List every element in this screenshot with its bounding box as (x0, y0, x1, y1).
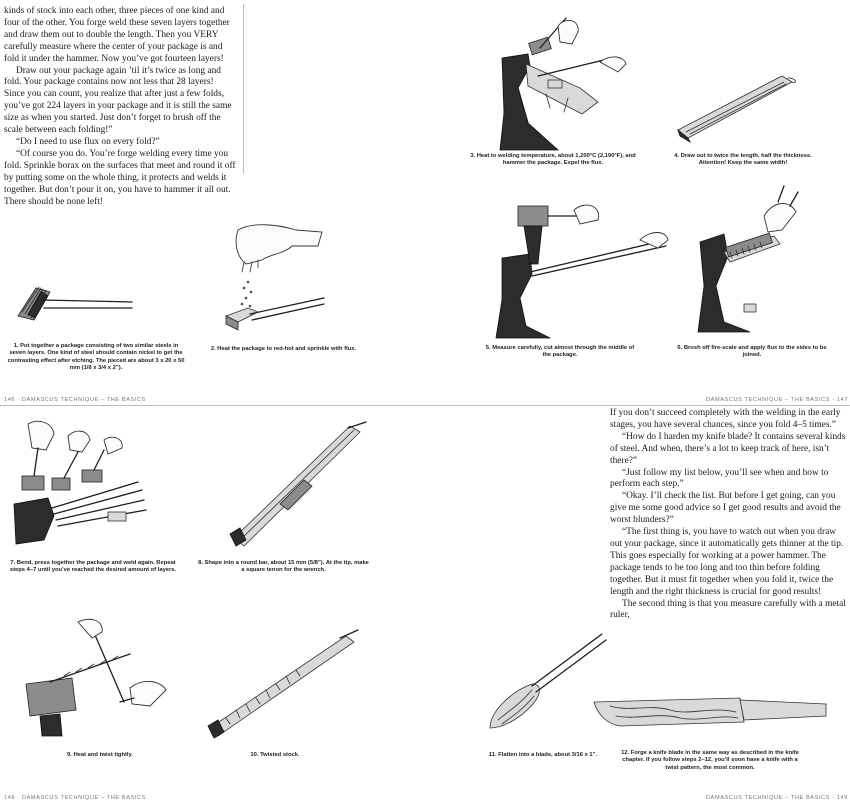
figure-10-twisted-stock (200, 628, 360, 743)
running-head-bottom-right: DAMASCUS TECHNIQUE – THE BASICS · 149 (706, 795, 848, 801)
running-head-top-left: 146 · DAMASCUS TECHNIQUE – THE BASICS (4, 397, 146, 403)
figure-8-round-bar (220, 420, 370, 555)
figure-3-weld-hammering (488, 18, 628, 153)
caption-figure-9: 9. Heat and twist tightly. (67, 752, 133, 758)
running-head-bottom-left: 148 · DAMASCUS TECHNIQUE – THE BASICS (4, 795, 146, 801)
paragraph: “How do I harden my knife blade? It contains several kinds of steel. And when, there’s a lot to keep track of here, isn’t there?” (610, 431, 846, 466)
paragraph: “Just follow my list below, you’ll see when and how to perform each step.” (610, 467, 829, 490)
paragraph: “Of course you do. You’re forge welding every time you fold. Sprinkle borax on the surfaces that meet and round it off by putting some on the whole thing, it protects and welds it together. But don’t pour it on, you have to hammer it all out. There should be none left! (4, 148, 236, 207)
caption-figure-10: 10. Twisted stock. (250, 752, 300, 758)
figure-1-layered-package (14, 272, 134, 332)
column-divider (243, 4, 244, 174)
prose-column-top-left (4, 6, 236, 208)
figure-5-hot-cut (490, 200, 670, 340)
caption-figure-6: 6. Brush off fire-scale and apply flux to the sides to be joined. (677, 345, 827, 359)
caption-figure-5: 5. Measure carefully, cut almost through the middle of the package. (485, 345, 635, 359)
figure-9-twist-in-vise (20, 618, 180, 738)
figure-6-wire-brush (694, 186, 804, 336)
figure-2-sprinkle-flux (196, 224, 326, 339)
paragraph: The second thing is that you measure carefully with a metal ruler, (610, 598, 846, 621)
caption-figure-2: 2. Heat the package to red-hot and sprinkle with flux. (210, 346, 357, 352)
caption-figure-8: 8. Shape into a round bar, about 15 mm (5/8”). At the tip, make a square tenon for the wrench. (198, 560, 369, 574)
prose-column-right (610, 408, 846, 622)
caption-figure-11: 11. Flatten into a blade, about 3/16 x 1”. (488, 752, 598, 758)
paragraph: kinds of stock into each other, three pieces of one kind and four of the other. You forge weld these seven layers together and draw them out to double the length. Then you VERY carefully measure where the center of your package is and fold it under the hammer. Now you’ve got fourteen layers! (4, 6, 230, 64)
paragraph: “The first thing is, you have to watch out when you draw out your package, since it automatically gets thinner at the tip. This goes especially for working at a power hammer. The package tends to be too long and too thin before folding together. But it must fit together when you fold it, twice the length and the right thickness is crucial for good results! (610, 527, 844, 597)
caption-figure-1: 1. Put together a package consisting of two similar steels in seven layers. One kind of steel should contain nickel to get the contrasting effect after etching. The pieced are about 3 x 20 x 50 mm (1/8 x 3/4 x 2”). (7, 343, 185, 371)
figure-7-bend-and-weld (8, 420, 173, 548)
figure-4-drawn-bar (670, 68, 800, 143)
paragraph: Draw out your package again ’til it’s twice as long and fold. Your package contains now not less that 28 layers! Since you can count, you realize that after just a few folds, you’ve got 224 layers in your package and it is still the same size as when you started. Just don’t forget to brush off the scale between each folding!” (4, 65, 232, 136)
running-head-top-right: DAMASCUS TECHNIQUE – THE BASICS · 147 (706, 397, 848, 403)
paragraph: If you don’t succeed completely with the welding in the early stages, you have several chances, since you fold 4–5 times.” (610, 408, 841, 430)
caption-figure-4: 4. Draw out to twice the length, half the thickness. Attention! Keep the same width! (674, 153, 812, 167)
caption-figure-7: 7. Bend, press together the package and weld again. Repeat steps 4–7 until you’ve reached the desired amount of layers. (9, 560, 177, 574)
paragraph: “Do I need to use flux on every fold?” (16, 136, 160, 147)
page-break-rule (0, 405, 850, 406)
figure-12-knife-blade (590, 682, 830, 742)
paragraph: “Okay. I’ll check the list. But before I get going, can you give me some good advice so I get good results and avoid the worst blunders?” (610, 491, 841, 526)
caption-figure-12: 12. Forge a knife blade in the same way as described in the knife chapter. If you follow steps 2–12, you’ll soon have a knife with a twist pattern, the most common. (621, 750, 799, 771)
caption-figure-3: 3. Heat to welding temperature, about 1,200°C (2,190°F), and hammer the package. Expel the flux. (470, 153, 636, 167)
